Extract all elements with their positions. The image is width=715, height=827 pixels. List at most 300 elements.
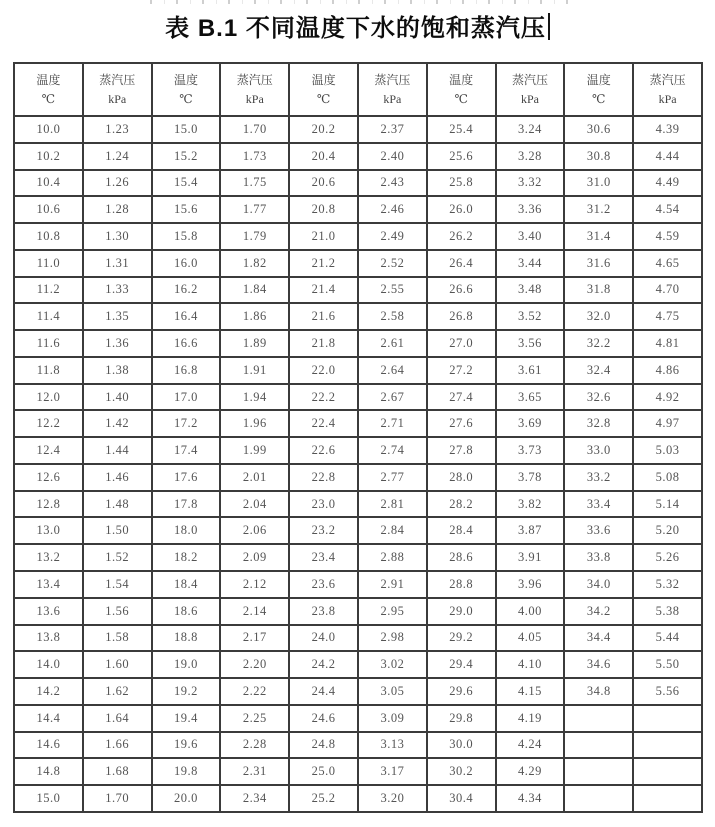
column-header-unit: kPa — [108, 91, 127, 106]
table-cell: 3.61 — [496, 357, 565, 384]
table-cell: 1.42 — [83, 410, 152, 437]
table-cell: 2.28 — [220, 732, 289, 759]
table-cell: 3.36 — [496, 196, 565, 223]
table-cell: 18.4 — [152, 571, 221, 598]
table-cell: 24.8 — [289, 732, 358, 759]
table-cell: 2.06 — [220, 517, 289, 544]
table-cell: 2.58 — [358, 303, 427, 330]
table-cell: 1.66 — [83, 732, 152, 759]
table-cell: 24.0 — [289, 625, 358, 652]
table-cell: 5.08 — [633, 464, 702, 491]
table-row — [14, 116, 702, 143]
table-cell: 19.6 — [152, 732, 221, 759]
column-header-unit: kPa — [245, 91, 264, 106]
column-header — [358, 63, 427, 116]
table-cell: 29.2 — [427, 625, 496, 652]
column-header-label: 温度 — [311, 72, 336, 87]
table-cell: 2.31 — [220, 758, 289, 785]
table-cell: 16.0 — [152, 250, 221, 277]
table-cell: 1.77 — [220, 196, 289, 223]
table-row — [14, 143, 702, 170]
column-header — [564, 63, 633, 116]
table-cell: 29.8 — [427, 705, 496, 732]
table-cell: 18.0 — [152, 517, 221, 544]
table-cell: 5.32 — [633, 571, 702, 598]
table-cell: 25.6 — [427, 143, 496, 170]
table-cell: 20.2 — [289, 116, 358, 143]
table-cell: 30.8 — [564, 143, 633, 170]
table-cell: 5.26 — [633, 544, 702, 571]
column-header — [14, 63, 83, 116]
table-cell: 11.8 — [14, 357, 83, 384]
table-cell: 2.25 — [220, 705, 289, 732]
table-cell: 2.52 — [358, 250, 427, 277]
table-cell: 31.8 — [564, 277, 633, 304]
table-cell: 2.22 — [220, 678, 289, 705]
table-cell: 1.28 — [83, 196, 152, 223]
table-cell: 32.2 — [564, 330, 633, 357]
table-cell: 1.50 — [83, 517, 152, 544]
table-cell: 30.4 — [427, 785, 496, 812]
table-row — [14, 732, 702, 759]
table-cell: 2.88 — [358, 544, 427, 571]
table-cell: 25.2 — [289, 785, 358, 812]
header-row — [14, 63, 702, 116]
column-header — [220, 63, 289, 116]
table-row — [14, 517, 702, 544]
table-cell: 32.6 — [564, 384, 633, 411]
table-cell: 3.09 — [358, 705, 427, 732]
table-cell: 12.2 — [14, 410, 83, 437]
table-cell: 2.55 — [358, 277, 427, 304]
table-row — [14, 357, 702, 384]
table-cell: 4.70 — [633, 277, 702, 304]
table-cell: 2.95 — [358, 598, 427, 625]
table-cell: 30.2 — [427, 758, 496, 785]
table-cell: 4.05 — [496, 625, 565, 652]
table-cell: 21.4 — [289, 277, 358, 304]
table-cell: 20.8 — [289, 196, 358, 223]
table-row — [14, 303, 702, 330]
table-cell: 3.91 — [496, 544, 565, 571]
table-row — [14, 758, 702, 785]
table-cell: 3.24 — [496, 116, 565, 143]
table-cell: 1.86 — [220, 303, 289, 330]
table-cell: 1.91 — [220, 357, 289, 384]
table-cell: 22.6 — [289, 437, 358, 464]
table-row — [14, 678, 702, 705]
table-cell: 1.30 — [83, 223, 152, 250]
table-cell: 3.69 — [496, 410, 565, 437]
table-body — [14, 116, 702, 812]
table-cell: 13.4 — [14, 571, 83, 598]
table-cell: 2.09 — [220, 544, 289, 571]
clipped-text-remnant — [150, 0, 570, 4]
table-cell: 2.61 — [358, 330, 427, 357]
column-header-label: 温度 — [36, 72, 61, 87]
table-cell: 3.82 — [496, 491, 565, 518]
table-row — [14, 651, 702, 678]
column-header-label: 温度 — [173, 72, 198, 87]
table-cell: 31.6 — [564, 250, 633, 277]
column-header-unit: kPa — [520, 91, 539, 106]
table-cell: 1.56 — [83, 598, 152, 625]
table-cell: 12.0 — [14, 384, 83, 411]
table-cell: 14.2 — [14, 678, 83, 705]
table-cell: 10.0 — [14, 116, 83, 143]
table-row — [14, 330, 702, 357]
table-cell: 34.4 — [564, 625, 633, 652]
table-cell: 30.0 — [427, 732, 496, 759]
table-cell: 22.0 — [289, 357, 358, 384]
table-cell: 2.20 — [220, 651, 289, 678]
table-cell: 14.0 — [14, 651, 83, 678]
table-cell: 1.48 — [83, 491, 152, 518]
table-cell: 1.44 — [83, 437, 152, 464]
table-cell: 33.8 — [564, 544, 633, 571]
table-cell: 31.0 — [564, 170, 633, 197]
table-cell: 15.8 — [152, 223, 221, 250]
table-cell: 16.6 — [152, 330, 221, 357]
table-cell: 18.2 — [152, 544, 221, 571]
table-cell: 18.6 — [152, 598, 221, 625]
table-cell: 3.28 — [496, 143, 565, 170]
table-cell: 1.58 — [83, 625, 152, 652]
table-cell: 23.0 — [289, 491, 358, 518]
table-cell: 1.46 — [83, 464, 152, 491]
table-cell: 23.8 — [289, 598, 358, 625]
table-cell: 2.67 — [358, 384, 427, 411]
table-cell: 10.6 — [14, 196, 83, 223]
column-header-unit: ℃ — [179, 91, 193, 106]
table-cell: 1.31 — [83, 250, 152, 277]
table-cell: 34.0 — [564, 571, 633, 598]
table-cell: 16.8 — [152, 357, 221, 384]
table-cell: 19.8 — [152, 758, 221, 785]
table-cell: 22.4 — [289, 410, 358, 437]
table-cell: 3.13 — [358, 732, 427, 759]
table-cell: 5.14 — [633, 491, 702, 518]
table-row — [14, 250, 702, 277]
table-cell: 1.33 — [83, 277, 152, 304]
table-cell: 1.99 — [220, 437, 289, 464]
table-cell: 3.40 — [496, 223, 565, 250]
table-cell: 2.14 — [220, 598, 289, 625]
table-cell: 4.00 — [496, 598, 565, 625]
table-cell: 26.4 — [427, 250, 496, 277]
column-header-unit: kPa — [383, 91, 402, 106]
column-header-label: 蒸汽压 — [374, 72, 411, 87]
table-cell — [564, 785, 633, 812]
column-header-label: 蒸汽压 — [649, 72, 686, 87]
table-cell: 16.2 — [152, 277, 221, 304]
table-cell: 3.02 — [358, 651, 427, 678]
table-cell: 2.40 — [358, 143, 427, 170]
table-cell: 11.6 — [14, 330, 83, 357]
table-cell: 24.4 — [289, 678, 358, 705]
table-cell: 5.20 — [633, 517, 702, 544]
table-cell: 25.0 — [289, 758, 358, 785]
table-cell: 13.8 — [14, 625, 83, 652]
table-cell: 4.92 — [633, 384, 702, 411]
table-cell: 4.10 — [496, 651, 565, 678]
table-cell: 34.6 — [564, 651, 633, 678]
table-cell: 12.6 — [14, 464, 83, 491]
table-cell: 10.4 — [14, 170, 83, 197]
table-cell: 31.4 — [564, 223, 633, 250]
table-cell — [564, 758, 633, 785]
column-header — [83, 63, 152, 116]
table-cell: 20.4 — [289, 143, 358, 170]
table-cell: 5.38 — [633, 598, 702, 625]
table-cell: 21.0 — [289, 223, 358, 250]
table-cell: 27.4 — [427, 384, 496, 411]
table-cell: 17.0 — [152, 384, 221, 411]
table-row — [14, 170, 702, 197]
table-cell: 2.77 — [358, 464, 427, 491]
table-cell: 17.6 — [152, 464, 221, 491]
table-cell: 4.65 — [633, 250, 702, 277]
column-header-unit: kPa — [658, 91, 677, 106]
table-cell: 1.75 — [220, 170, 289, 197]
table-cell: 5.50 — [633, 651, 702, 678]
table-cell: 3.48 — [496, 277, 565, 304]
table-cell: 13.6 — [14, 598, 83, 625]
table-cell: 26.8 — [427, 303, 496, 330]
table-cell: 23.2 — [289, 517, 358, 544]
table-cell: 5.56 — [633, 678, 702, 705]
table-cell: 3.78 — [496, 464, 565, 491]
table-cell: 19.2 — [152, 678, 221, 705]
table-cell: 4.54 — [633, 196, 702, 223]
table-cell: 28.4 — [427, 517, 496, 544]
table-cell: 1.79 — [220, 223, 289, 250]
table-header — [14, 63, 702, 116]
table-cell: 10.8 — [14, 223, 83, 250]
table-cell: 17.4 — [152, 437, 221, 464]
table-cell: 3.65 — [496, 384, 565, 411]
table-cell: 5.44 — [633, 625, 702, 652]
table-cell: 15.4 — [152, 170, 221, 197]
table-cell: 4.15 — [496, 678, 565, 705]
table-cell: 4.49 — [633, 170, 702, 197]
table-cell: 17.8 — [152, 491, 221, 518]
table-cell: 26.2 — [427, 223, 496, 250]
table-row — [14, 223, 702, 250]
table-row — [14, 464, 702, 491]
table-cell: 1.64 — [83, 705, 152, 732]
table-cell: 32.0 — [564, 303, 633, 330]
table-cell: 31.2 — [564, 196, 633, 223]
table-cell: 2.98 — [358, 625, 427, 652]
table-title-text: 表 B.1 不同温度下水的饱和蒸汽压 — [165, 15, 546, 42]
table-cell: 2.64 — [358, 357, 427, 384]
table-cell: 19.4 — [152, 705, 221, 732]
table-cell: 23.4 — [289, 544, 358, 571]
table-cell — [564, 705, 633, 732]
table-cell: 3.32 — [496, 170, 565, 197]
table-cell: 28.0 — [427, 464, 496, 491]
table-cell: 33.4 — [564, 491, 633, 518]
column-header — [496, 63, 565, 116]
table-cell: 4.34 — [496, 785, 565, 812]
table-cell: 21.2 — [289, 250, 358, 277]
table-cell: 1.35 — [83, 303, 152, 330]
table-cell: 27.8 — [427, 437, 496, 464]
table-cell: 1.73 — [220, 143, 289, 170]
table-cell: 26.6 — [427, 277, 496, 304]
table-row — [14, 437, 702, 464]
table-cell: 21.8 — [289, 330, 358, 357]
table-cell: 19.0 — [152, 651, 221, 678]
table-cell: 1.84 — [220, 277, 289, 304]
table-cell: 27.6 — [427, 410, 496, 437]
table-title — [0, 8, 715, 43]
table-row — [14, 705, 702, 732]
table-row — [14, 571, 702, 598]
column-header — [289, 63, 358, 116]
column-header — [633, 63, 702, 116]
table-cell: 25.4 — [427, 116, 496, 143]
table-cell: 25.8 — [427, 170, 496, 197]
table-cell: 20.0 — [152, 785, 221, 812]
column-header-label: 蒸汽压 — [236, 72, 273, 87]
table-cell: 24.6 — [289, 705, 358, 732]
text-cursor — [548, 13, 550, 40]
table-cell: 11.4 — [14, 303, 83, 330]
table-cell: 13.2 — [14, 544, 83, 571]
table-cell: 20.6 — [289, 170, 358, 197]
table-row — [14, 491, 702, 518]
table-cell: 3.73 — [496, 437, 565, 464]
table-cell: 29.6 — [427, 678, 496, 705]
table-cell: 2.34 — [220, 785, 289, 812]
table-cell: 27.0 — [427, 330, 496, 357]
table-cell: 4.29 — [496, 758, 565, 785]
table-cell: 4.19 — [496, 705, 565, 732]
table-cell: 4.97 — [633, 410, 702, 437]
table-cell: 12.8 — [14, 491, 83, 518]
table-cell: 3.05 — [358, 678, 427, 705]
table-cell: 21.6 — [289, 303, 358, 330]
table-cell: 28.8 — [427, 571, 496, 598]
table-cell — [564, 732, 633, 759]
table-cell: 34.8 — [564, 678, 633, 705]
table-cell: 30.6 — [564, 116, 633, 143]
table-cell: 1.62 — [83, 678, 152, 705]
table-cell: 33.0 — [564, 437, 633, 464]
table-cell: 11.0 — [14, 250, 83, 277]
table-cell: 27.2 — [427, 357, 496, 384]
table-cell: 32.8 — [564, 410, 633, 437]
table-cell: 2.37 — [358, 116, 427, 143]
table-cell: 4.81 — [633, 330, 702, 357]
table-cell: 1.68 — [83, 758, 152, 785]
table-cell: 1.82 — [220, 250, 289, 277]
table-cell: 4.44 — [633, 143, 702, 170]
table-cell: 4.39 — [633, 116, 702, 143]
table-cell: 14.6 — [14, 732, 83, 759]
table-cell: 1.38 — [83, 357, 152, 384]
table-cell: 2.49 — [358, 223, 427, 250]
table-cell: 14.4 — [14, 705, 83, 732]
table-row — [14, 625, 702, 652]
table-cell: 29.4 — [427, 651, 496, 678]
table-cell — [633, 705, 702, 732]
table-cell: 17.2 — [152, 410, 221, 437]
table-cell: 3.44 — [496, 250, 565, 277]
table-cell: 2.81 — [358, 491, 427, 518]
table-cell: 3.20 — [358, 785, 427, 812]
table-cell: 1.70 — [83, 785, 152, 812]
table-cell: 1.24 — [83, 143, 152, 170]
table-cell: 28.6 — [427, 544, 496, 571]
table-row — [14, 196, 702, 223]
table-cell: 1.26 — [83, 170, 152, 197]
table-cell: 1.40 — [83, 384, 152, 411]
table-cell: 2.04 — [220, 491, 289, 518]
table-cell: 3.96 — [496, 571, 565, 598]
table-cell: 2.01 — [220, 464, 289, 491]
table-cell: 1.54 — [83, 571, 152, 598]
table-cell: 15.6 — [152, 196, 221, 223]
table-cell: 1.89 — [220, 330, 289, 357]
table-cell: 1.94 — [220, 384, 289, 411]
table-cell: 1.36 — [83, 330, 152, 357]
table-cell: 15.0 — [152, 116, 221, 143]
table-cell: 23.6 — [289, 571, 358, 598]
table-cell: 1.23 — [83, 116, 152, 143]
column-header-label: 温度 — [586, 72, 611, 87]
table-cell: 34.2 — [564, 598, 633, 625]
table-cell: 2.91 — [358, 571, 427, 598]
table-cell: 4.59 — [633, 223, 702, 250]
column-header-unit: ℃ — [41, 91, 56, 106]
table-cell: 26.0 — [427, 196, 496, 223]
table-cell: 1.60 — [83, 651, 152, 678]
table-cell: 12.4 — [14, 437, 83, 464]
table-row — [14, 410, 702, 437]
table-cell: 3.17 — [358, 758, 427, 785]
table-cell — [633, 785, 702, 812]
table-cell: 3.52 — [496, 303, 565, 330]
table-cell: 1.52 — [83, 544, 152, 571]
table-cell: 2.17 — [220, 625, 289, 652]
table-cell: 22.8 — [289, 464, 358, 491]
column-header-unit: ℃ — [316, 91, 331, 106]
table-row — [14, 598, 702, 625]
table-row — [14, 277, 702, 304]
column-header-unit: ℃ — [592, 91, 606, 106]
table-cell: 14.8 — [14, 758, 83, 785]
table-cell: 2.12 — [220, 571, 289, 598]
table-cell: 2.46 — [358, 196, 427, 223]
table-cell: 2.43 — [358, 170, 427, 197]
table-cell: 29.0 — [427, 598, 496, 625]
column-header-label: 蒸汽压 — [99, 72, 136, 87]
table-cell: 4.75 — [633, 303, 702, 330]
table-cell — [633, 758, 702, 785]
table-row — [14, 544, 702, 571]
table-cell: 15.0 — [14, 785, 83, 812]
table-cell: 4.24 — [496, 732, 565, 759]
table-cell: 16.4 — [152, 303, 221, 330]
table-cell: 24.2 — [289, 651, 358, 678]
table-cell: 2.74 — [358, 437, 427, 464]
column-header-label: 温度 — [449, 72, 474, 87]
table-cell — [633, 732, 702, 759]
table-row — [14, 384, 702, 411]
